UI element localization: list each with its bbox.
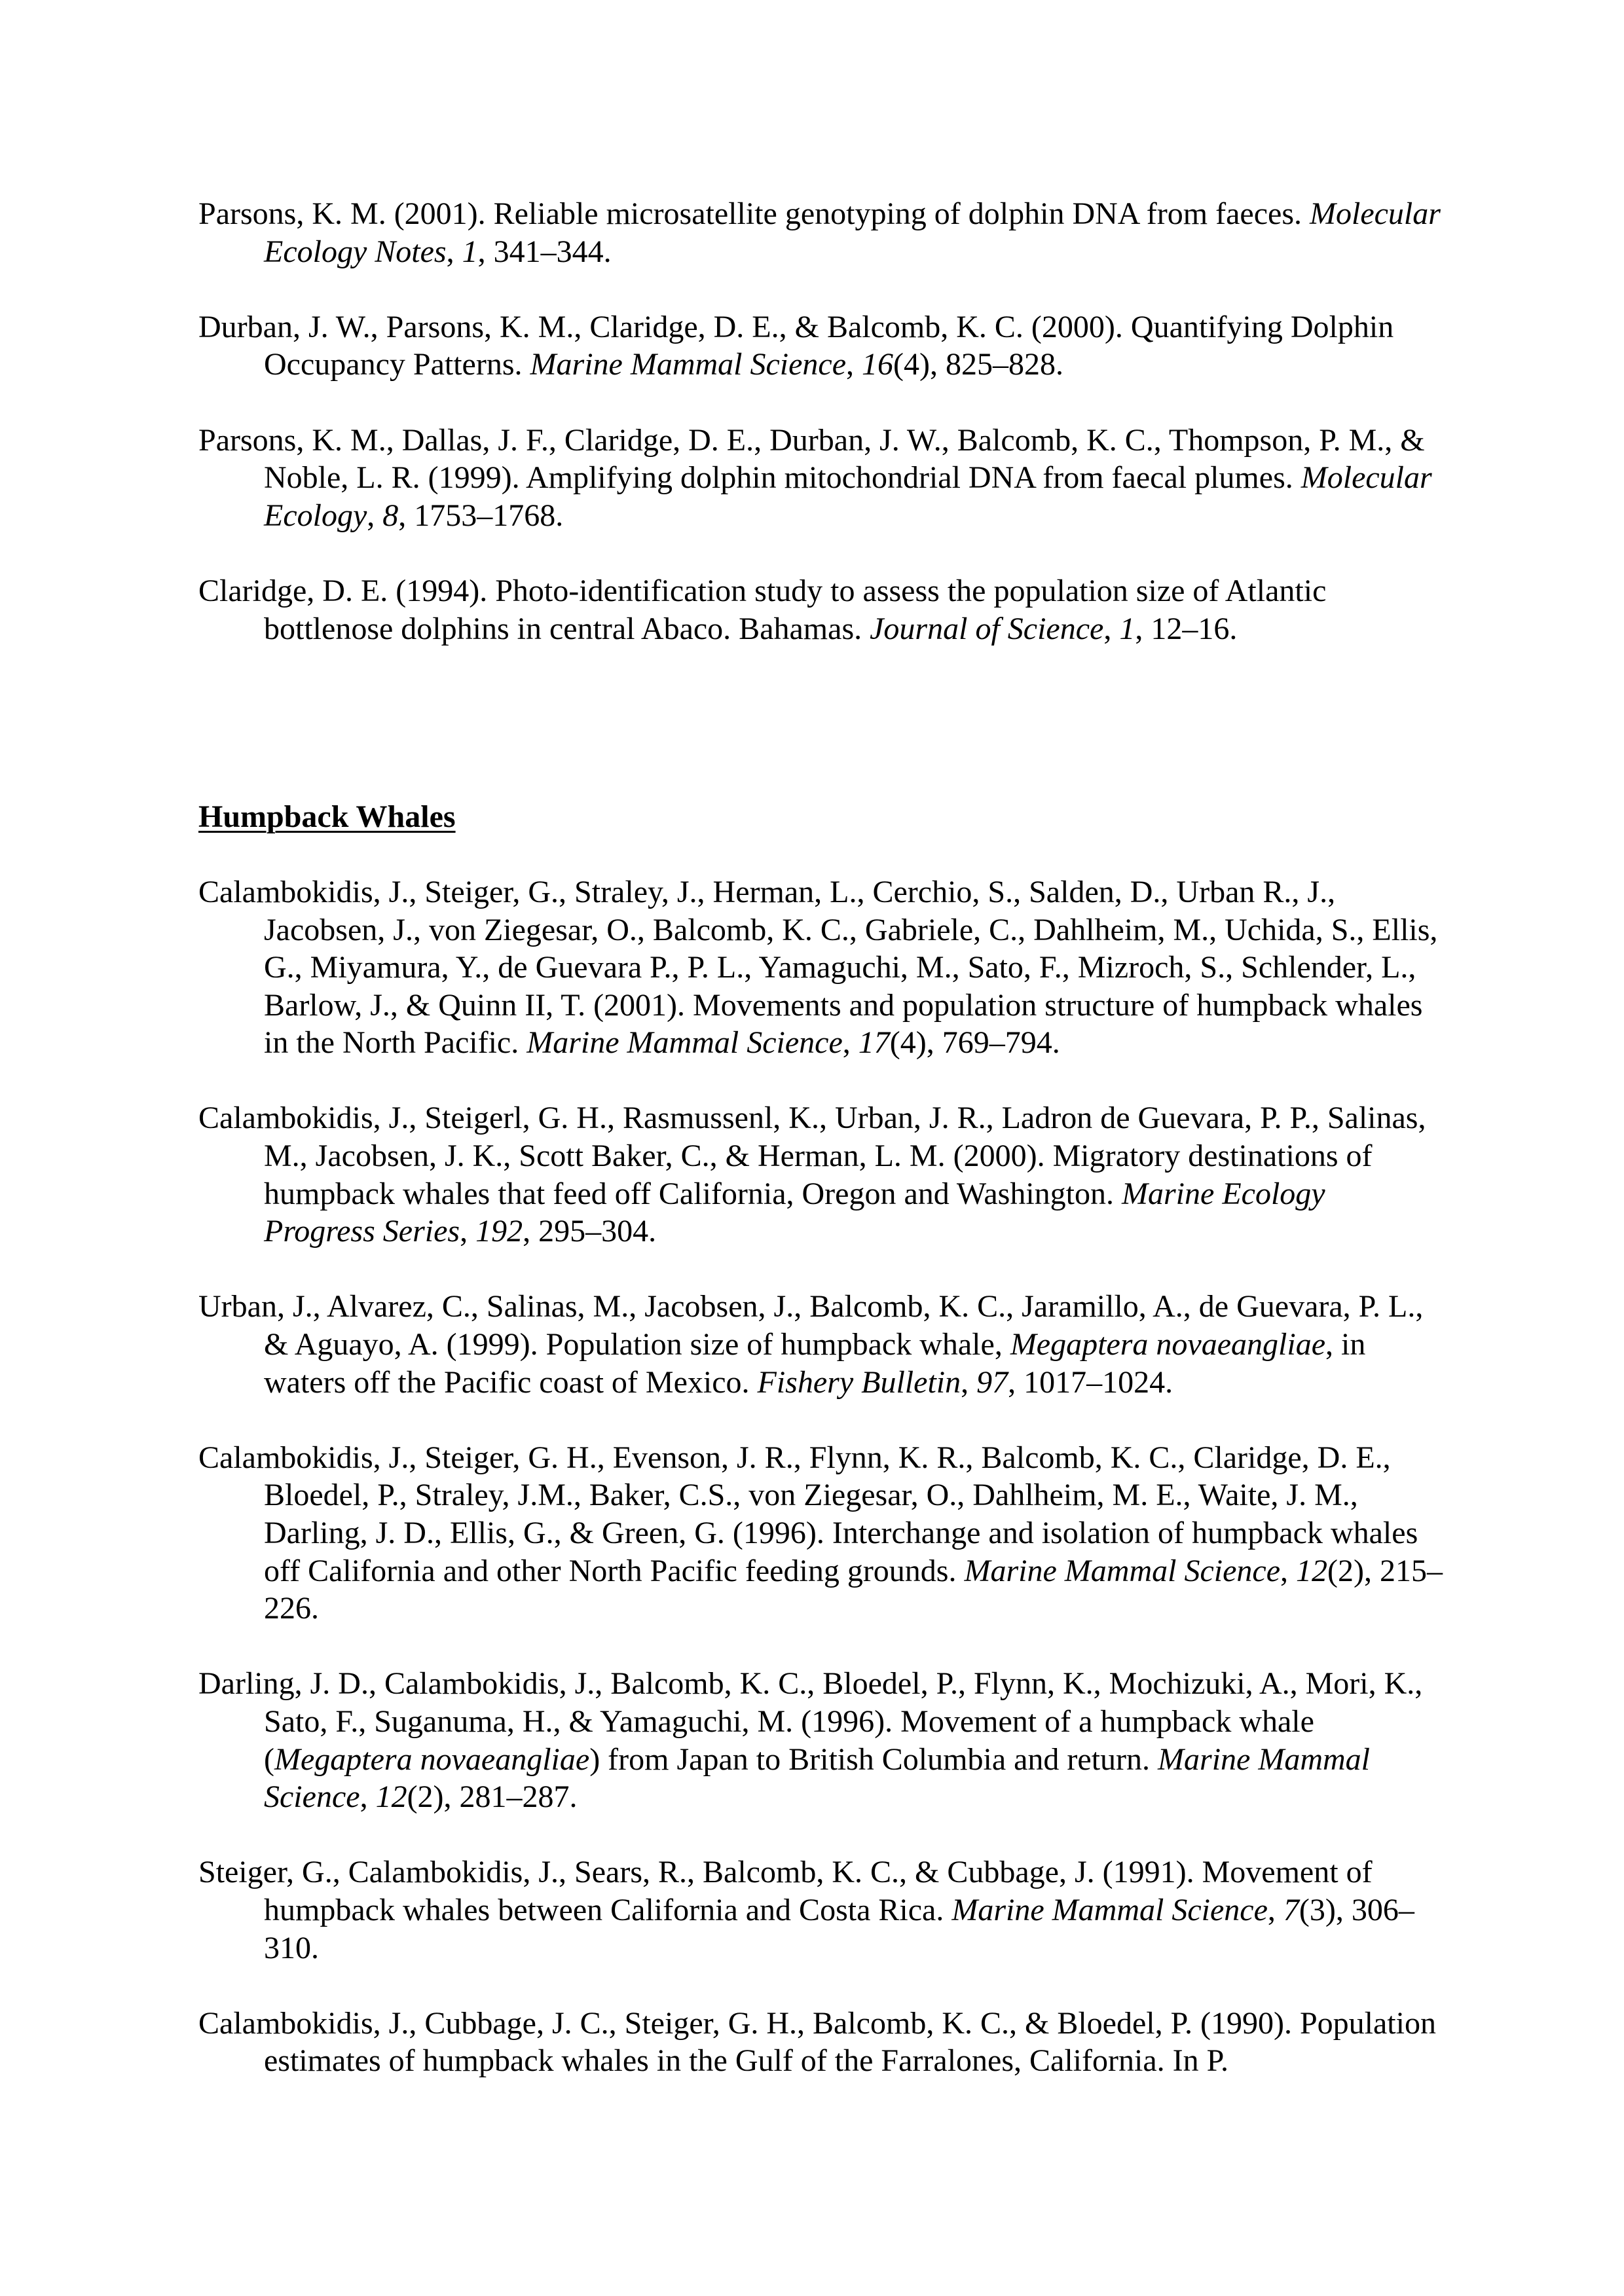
reference-text: , 341–344. xyxy=(477,234,612,269)
reference-text: Calambokidis, J., Steiger, G. H., Evenson, J. R., Flynn, K. R., Balcomb, K. C., Claridge, D. E., Bloedel, P., Straley, J.M., Baker, C.S., von Ziegesar, O., Dahlheim, M. E., Waite, J. M., Darling, J. D., Ellis, G., & Green, G. (1996). Interchange and isolation of humpback whales off California and other North Pacific feeding grounds. xyxy=(198,1440,1418,1588)
reference-italic-text: 1 xyxy=(462,234,478,269)
reference-italic-text: Molecular Ecology Notes xyxy=(264,196,1441,269)
section-spacer xyxy=(198,685,1443,798)
reference-italic-text: Marine Mammal Science xyxy=(526,1025,843,1061)
reference-text: , 1753–1768. xyxy=(398,498,564,533)
reference-entry xyxy=(198,1439,1443,1628)
reference-entry xyxy=(198,308,1443,384)
reference-entry xyxy=(198,572,1443,647)
reference-italic-text: 12 xyxy=(1296,1553,1327,1588)
reference-italic-text: Marine Mammal Science xyxy=(264,1741,1370,1815)
reference-entry xyxy=(198,1288,1443,1401)
reference-italic-text: Megaptera novaeangliae xyxy=(274,1741,590,1777)
reference-italic-text: Fishery Bulletin xyxy=(757,1364,961,1400)
reference-text: , 295–304. xyxy=(523,1214,657,1249)
reference-text: Darling, J. D., Calambokidis, J., Balcomb, K. C., Bloedel, P., Flynn, K., Mochizuki, A., Mori, K., Sato, F., Suganuma, H., & Yamaguchi, M. (1996). Movement of a humpback whale ( xyxy=(198,1666,1423,1777)
section-heading: Humpback Whales xyxy=(198,799,456,834)
reference-entry xyxy=(198,2005,1443,2080)
reference-entry xyxy=(198,1099,1443,1250)
reference-italic-text: Marine Ecology Progress Series xyxy=(264,1176,1325,1249)
reference-entry xyxy=(198,873,1443,1062)
reference-text: , xyxy=(842,1025,858,1061)
reference-text: (4), 825–828. xyxy=(893,347,1064,382)
reference-italic-text: Journal of Science xyxy=(870,611,1104,646)
reference-italic-text: 1 xyxy=(1119,611,1135,646)
reference-text: (4), 769–794. xyxy=(889,1025,1060,1061)
reference-text: , xyxy=(1103,611,1120,646)
reference-list xyxy=(198,195,1443,2080)
reference-entry xyxy=(198,1665,1443,1815)
reference-text: Calambokidis, J., Steigerl, G. H., Rasmussenl, K., Urban, J. R., Ladron de Guevara, P. P., Salinas, M., Jacobsen, J. K., Scott Baker, C., & Herman, L. M. (2000). Migratory destinations of humpback whales that feed off California, Oregon and Washington. xyxy=(198,1101,1426,1211)
reference-text: Steiger, G., Calambokidis, J., Sears, R., Balcomb, K. C., & Cubbage, J. (1991). Movement of humpback whales between California and Costa Rica. xyxy=(198,1855,1373,1927)
reference-entry xyxy=(198,195,1443,270)
reference-italic-text: 97 xyxy=(976,1364,1008,1400)
reference-text: , xyxy=(460,1214,476,1249)
reference-entry xyxy=(198,1853,1443,1967)
reference-text: , xyxy=(360,1779,376,1815)
reference-text: (2), 215–226. xyxy=(264,1553,1443,1626)
reference-text: , xyxy=(446,234,462,269)
reference-text: (3), 306–310. xyxy=(264,1892,1414,1965)
reference-italic-text: 16 xyxy=(862,347,894,382)
reference-text: Calambokidis, J., Steiger, G., Straley, J., Herman, L., Cerchio, S., Salden, D., Urban R., J., Jacobsen, J., von Ziegesar, O., Balcomb, K. C., Gabriele, C., Dahlheim, M., Uchida, S., Ellis, G., Miyamura, Y., de Guevara P., P. L., Yamaguchi, M., Sato, F., Mizroch, S., Schlender, L., Barlow, J., & Quinn II, T. (2001). Movements and population structure of humpback whales in the North Pacific. xyxy=(198,874,1438,1061)
reference-text: , in waters off the Pacific coast of Mexico. xyxy=(264,1327,1366,1400)
reference-text: , xyxy=(1267,1892,1283,1927)
reference-text: , xyxy=(1280,1553,1296,1588)
reference-text: , xyxy=(961,1364,977,1400)
reference-text: Calambokidis, J., Cubbage, J. C., Steiger, G. H., Balcomb, K. C., & Bloedel, P. (1990). Population estimates of humpback whales in the Gulf of the Farralones, California. In P. xyxy=(198,2005,1436,2079)
reference-text: (2), 281–287. xyxy=(407,1779,578,1815)
reference-text: , xyxy=(367,498,383,533)
reference-italic-text: Molecular Ecology xyxy=(264,460,1432,533)
reference-text: Claridge, D. E. (1994). Photo-identification study to assess the population size of Atlantic bottlenose dolphins in central Abaco. Bahamas. xyxy=(198,573,1327,646)
reference-text: , xyxy=(846,347,862,382)
reference-entry xyxy=(198,422,1443,535)
reference-italic-text: Marine Mammal Science xyxy=(951,1892,1268,1927)
reference-text: Parsons, K. M. (2001). Reliable microsatellite genotyping of dolphin DNA from faeces. xyxy=(198,196,1310,231)
reference-text: ) from Japan to British Columbia and return. xyxy=(589,1741,1158,1777)
reference-italic-text: 7 xyxy=(1283,1892,1299,1927)
reference-italic-text: Marine Mammal Science xyxy=(530,347,847,382)
reference-text: Durban, J. W., Parsons, K. M., Claridge, D. E., & Balcomb, K. C. (2000). Quantifying Dolphin Occupancy Patterns. xyxy=(198,309,1394,382)
reference-text: , 1017–1024. xyxy=(1008,1364,1173,1400)
reference-italic-text: 192 xyxy=(475,1214,523,1249)
reference-italic-text: 17 xyxy=(858,1025,890,1061)
reference-text: Parsons, K. M., Dallas, J. F., Claridge, D. E., Durban, J. W., Balcomb, K. C., Thompson, P. M., & Noble, L. R. (1999). Amplifying dolphin mitochondrial DNA from faecal plumes. xyxy=(198,422,1425,496)
reference-italic-text: 12 xyxy=(375,1779,407,1815)
reference-italic-text: Megaptera novaeangliae xyxy=(1010,1327,1326,1362)
reference-italic-text: 8 xyxy=(382,498,399,533)
reference-italic-text: Marine Mammal Science xyxy=(964,1553,1280,1588)
reference-text: , 12–16. xyxy=(1135,611,1238,646)
reference-text: Urban, J., Alvarez, C., Salinas, M., Jacobsen, J., Balcomb, K. C., Jaramillo, A., de Guevara, P. L., & Aguayo, A. (1999). Population size of humpback whale, xyxy=(198,1289,1424,1362)
